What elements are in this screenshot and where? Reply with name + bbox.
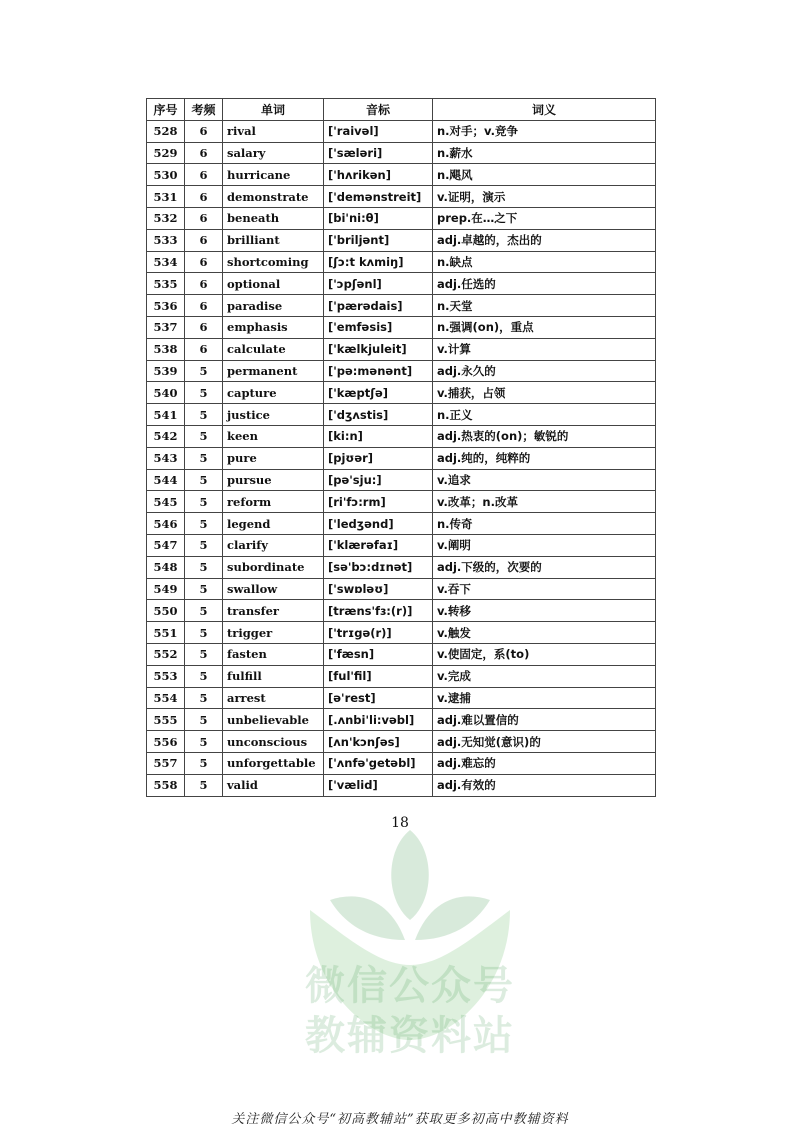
row-phonetic: [pjʊər]: [324, 447, 433, 469]
row-meaning: n.飓风: [433, 164, 656, 186]
row-index: 557: [147, 752, 185, 774]
row-meaning: v.触发: [433, 622, 656, 644]
row-meaning: n.正义: [433, 404, 656, 426]
row-frequency: 5: [185, 578, 223, 600]
row-index: 546: [147, 513, 185, 535]
row-meaning: v.转移: [433, 600, 656, 622]
row-word: permanent: [223, 360, 324, 382]
row-word: unconscious: [223, 731, 324, 753]
row-phonetic: [træns'fɜ:(r)]: [324, 600, 433, 622]
row-frequency: 5: [185, 774, 223, 796]
row-index: 543: [147, 447, 185, 469]
row-meaning: adj.任选的: [433, 273, 656, 295]
table-row: [147, 229, 656, 251]
page-number: 18: [391, 815, 409, 831]
row-phonetic: ['pə:mənənt]: [324, 360, 433, 382]
header-frequency: 考频: [185, 99, 223, 121]
table-row: [147, 491, 656, 513]
row-meaning: adj.下级的，次要的: [433, 556, 656, 578]
row-word: fasten: [223, 643, 324, 665]
row-index: 538: [147, 338, 185, 360]
watermark-text-line1: 微信公众号: [305, 963, 515, 1009]
row-index: 555: [147, 709, 185, 731]
row-frequency: 5: [185, 752, 223, 774]
table-row: [147, 687, 656, 709]
row-word: fulfill: [223, 665, 324, 687]
row-phonetic: ['kælkjuleit]: [324, 338, 433, 360]
row-frequency: 5: [185, 425, 223, 447]
row-word: demonstrate: [223, 186, 324, 208]
table-row: [147, 513, 656, 535]
row-frequency: 5: [185, 447, 223, 469]
table-row: [147, 273, 656, 295]
row-phonetic: [ʌn'kɔnʃəs]: [324, 731, 433, 753]
row-index: 533: [147, 229, 185, 251]
table-row: [147, 731, 656, 753]
row-index: 556: [147, 731, 185, 753]
row-index: 540: [147, 382, 185, 404]
row-frequency: 6: [185, 295, 223, 317]
row-meaning: n.天堂: [433, 295, 656, 317]
table-row: [147, 556, 656, 578]
row-index: 534: [147, 251, 185, 273]
row-phonetic: [ʃɔ:t kʌmiŋ]: [324, 251, 433, 273]
table-row: [147, 295, 656, 317]
row-frequency: 5: [185, 534, 223, 556]
row-word: pure: [223, 447, 324, 469]
row-frequency: 6: [185, 164, 223, 186]
row-meaning: v.阐明: [433, 534, 656, 556]
table-row: [147, 120, 656, 142]
row-meaning: adj.卓越的，杰出的: [433, 229, 656, 251]
row-meaning: n.传奇: [433, 513, 656, 535]
table-row: [147, 447, 656, 469]
row-phonetic: [pə'sju:]: [324, 469, 433, 491]
row-meaning: n.对手；v.竞争: [433, 120, 656, 142]
table-row: [147, 316, 656, 338]
row-frequency: 6: [185, 207, 223, 229]
row-phonetic: ['pærədais]: [324, 295, 433, 317]
sprout-logo-icon: [290, 790, 530, 1070]
table-row: [147, 251, 656, 273]
row-frequency: 6: [185, 229, 223, 251]
row-index: 531: [147, 186, 185, 208]
watermark-text-line2: 教辅资料站: [305, 1013, 515, 1059]
row-index: 549: [147, 578, 185, 600]
footer-note: 关注微信公众号“初高教辅站”获取更多初高中教辅资料: [231, 1112, 569, 1127]
table-row: [147, 534, 656, 556]
row-meaning: v.证明，演示: [433, 186, 656, 208]
table-row: [147, 643, 656, 665]
row-phonetic: [.ʌnbi'li:vəbl]: [324, 709, 433, 731]
row-phonetic: [ki:n]: [324, 425, 433, 447]
row-index: 547: [147, 534, 185, 556]
row-word: swallow: [223, 578, 324, 600]
table-row: [147, 469, 656, 491]
table-row: [147, 382, 656, 404]
row-frequency: 5: [185, 556, 223, 578]
row-frequency: 6: [185, 251, 223, 273]
table-row: [147, 709, 656, 731]
header-index: 序号: [147, 99, 185, 121]
table-row: [147, 600, 656, 622]
row-index: 532: [147, 207, 185, 229]
row-frequency: 6: [185, 338, 223, 360]
row-phonetic: ['raivəl]: [324, 120, 433, 142]
table-body: [147, 120, 656, 796]
table-row: [147, 142, 656, 164]
table-row: [147, 207, 656, 229]
table-row: [147, 164, 656, 186]
row-word: clarify: [223, 534, 324, 556]
row-index: 528: [147, 120, 185, 142]
row-frequency: 6: [185, 273, 223, 295]
row-index: 530: [147, 164, 185, 186]
row-phonetic: ['vælid]: [324, 774, 433, 796]
row-index: 548: [147, 556, 185, 578]
row-word: transfer: [223, 600, 324, 622]
row-phonetic: ['klærəfaɪ]: [324, 534, 433, 556]
row-phonetic: ['swɒləʊ]: [324, 578, 433, 600]
row-meaning: v.追求: [433, 469, 656, 491]
row-meaning: adj.无知觉(意识)的: [433, 731, 656, 753]
table-row: [147, 186, 656, 208]
row-index: 541: [147, 404, 185, 426]
row-word: optional: [223, 273, 324, 295]
row-index: 554: [147, 687, 185, 709]
row-word: unbelievable: [223, 709, 324, 731]
table-row: [147, 752, 656, 774]
row-phonetic: [sə'bɔ:dɪnət]: [324, 556, 433, 578]
row-index: 536: [147, 295, 185, 317]
row-frequency: 5: [185, 643, 223, 665]
row-meaning: v.计算: [433, 338, 656, 360]
row-meaning: prep.在…之下: [433, 207, 656, 229]
row-meaning: n.薪水: [433, 142, 656, 164]
row-phonetic: ['emfəsis]: [324, 316, 433, 338]
row-phonetic: [ful'fil]: [324, 665, 433, 687]
row-frequency: 5: [185, 731, 223, 753]
row-phonetic: [bi'ni:θ]: [324, 207, 433, 229]
row-word: rival: [223, 120, 324, 142]
table-row: [147, 360, 656, 382]
row-index: 537: [147, 316, 185, 338]
row-word: trigger: [223, 622, 324, 644]
row-index: 553: [147, 665, 185, 687]
row-phonetic: ['trɪgə(r)]: [324, 622, 433, 644]
row-frequency: 6: [185, 316, 223, 338]
row-word: justice: [223, 404, 324, 426]
row-frequency: 6: [185, 186, 223, 208]
row-word: unforgettable: [223, 752, 324, 774]
table-row: [147, 425, 656, 447]
row-frequency: 5: [185, 513, 223, 535]
row-word: keen: [223, 425, 324, 447]
row-phonetic: ['fæsn]: [324, 643, 433, 665]
row-index: 544: [147, 469, 185, 491]
row-meaning: adj.难忘的: [433, 752, 656, 774]
row-frequency: 5: [185, 469, 223, 491]
row-meaning: adj.有效的: [433, 774, 656, 796]
row-word: emphasis: [223, 316, 324, 338]
row-frequency: 5: [185, 665, 223, 687]
row-word: salary: [223, 142, 324, 164]
table-header-row: [147, 99, 656, 121]
header-phonetic: 音标: [324, 99, 433, 121]
row-index: 550: [147, 600, 185, 622]
row-frequency: 5: [185, 360, 223, 382]
row-frequency: 5: [185, 600, 223, 622]
row-word: calculate: [223, 338, 324, 360]
row-phonetic: [ə'rest]: [324, 687, 433, 709]
row-index: 551: [147, 622, 185, 644]
row-word: shortcoming: [223, 251, 324, 273]
row-frequency: 5: [185, 622, 223, 644]
row-word: paradise: [223, 295, 324, 317]
row-index: 542: [147, 425, 185, 447]
row-meaning: v.使固定，系(to): [433, 643, 656, 665]
row-word: valid: [223, 774, 324, 796]
table-row: [147, 578, 656, 600]
vocabulary-table: [146, 98, 656, 797]
row-word: beneath: [223, 207, 324, 229]
row-phonetic: [ri'fɔ:rm]: [324, 491, 433, 513]
row-meaning: adj.永久的: [433, 360, 656, 382]
row-phonetic: ['ɔpʃənl]: [324, 273, 433, 295]
row-meaning: adj.难以置信的: [433, 709, 656, 731]
row-word: capture: [223, 382, 324, 404]
row-word: pursue: [223, 469, 324, 491]
row-index: 529: [147, 142, 185, 164]
row-frequency: 6: [185, 142, 223, 164]
row-phonetic: ['sæləri]: [324, 142, 433, 164]
row-phonetic: ['demənstreit]: [324, 186, 433, 208]
row-index: 539: [147, 360, 185, 382]
row-meaning: v.完成: [433, 665, 656, 687]
row-frequency: 5: [185, 709, 223, 731]
row-word: reform: [223, 491, 324, 513]
row-word: legend: [223, 513, 324, 535]
table-row: [147, 622, 656, 644]
row-meaning: v.改革；n.改革: [433, 491, 656, 513]
header-meaning: 词义: [433, 99, 656, 121]
table-row: [147, 774, 656, 796]
row-word: brilliant: [223, 229, 324, 251]
row-frequency: 5: [185, 687, 223, 709]
row-frequency: 6: [185, 120, 223, 142]
row-word: arrest: [223, 687, 324, 709]
table-row: [147, 404, 656, 426]
row-index: 545: [147, 491, 185, 513]
row-word: subordinate: [223, 556, 324, 578]
row-meaning: adj.热衷的(on)；敏锐的: [433, 425, 656, 447]
row-index: 535: [147, 273, 185, 295]
row-word: hurricane: [223, 164, 324, 186]
header-word: 单词: [223, 99, 324, 121]
row-frequency: 5: [185, 404, 223, 426]
table-row: [147, 665, 656, 687]
row-frequency: 5: [185, 491, 223, 513]
row-index: 552: [147, 643, 185, 665]
row-phonetic: ['ledʒənd]: [324, 513, 433, 535]
row-meaning: n.强调(on)，重点: [433, 316, 656, 338]
row-phonetic: ['dʒʌstis]: [324, 404, 433, 426]
row-index: 558: [147, 774, 185, 796]
row-phonetic: ['ʌnfə'getəbl]: [324, 752, 433, 774]
row-meaning: v.逮捕: [433, 687, 656, 709]
row-phonetic: ['kæptʃə]: [324, 382, 433, 404]
row-meaning: adj.纯的，纯粹的: [433, 447, 656, 469]
row-meaning: v.吞下: [433, 578, 656, 600]
row-phonetic: ['hʌrikən]: [324, 164, 433, 186]
row-meaning: n.缺点: [433, 251, 656, 273]
row-phonetic: ['briljənt]: [324, 229, 433, 251]
table-row: [147, 338, 656, 360]
row-meaning: v.捕获，占领: [433, 382, 656, 404]
row-frequency: 5: [185, 382, 223, 404]
